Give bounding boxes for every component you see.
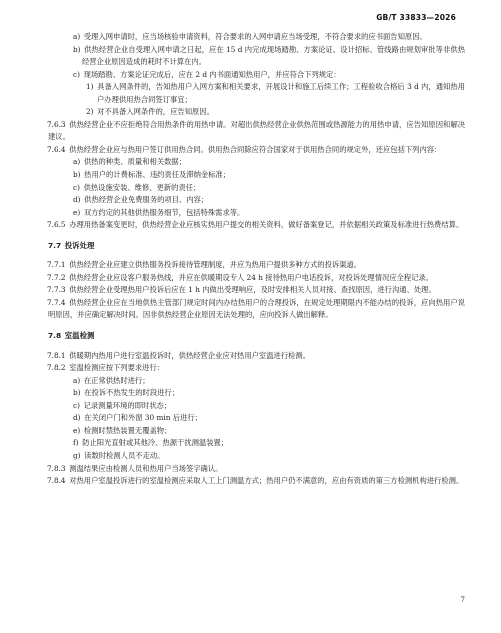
clause-7-7-3: 7.7.3 供热经营企业受理热用户投诉后应在 1 h 内做出受理响应，及时安排相关人员对接、查找原因，进行沟通、处理。 [47, 285, 436, 295]
sub-item-2: 2) 对不具备入网条件的，应告知原因。 [86, 107, 214, 117]
clause-7-8-2: 7.8.2 室温检测应按下列要求进行： [47, 363, 165, 373]
clause-7-7-4: 7.7.4 供热经营企业应在当地供热主管部门规定时间内办结热用户的合理投诉，在规定处理期限内不能办结的投诉，应向热用户说明原因，并应确定解决时间。因非供热经营企业原因无法处理的，应向投诉人做出解释。 [47, 297, 465, 320]
standard-number: GB/T 33833—2026 [376, 13, 456, 22]
page-number: 7 [460, 596, 465, 604]
clause-7-8-4: 7.8.4 对热用户室温投诉进行的室温检测应采取人工上门测温方式；热用户仍不满意的，应由有资质的第三方检测机构进行检测。 [47, 476, 464, 486]
section-heading-7-8: 7.8 室温检测 [48, 331, 95, 341]
list-item: c) 供热设施安装、维修、更新的责任； [73, 182, 201, 192]
sub-item-1: 1) 具备入网条件的，告知热用户入网方案和相关要求，开展设计和施工后续工作；工程验收合格后 3 d 内，通知热用户办理供用热合同签订事宜； [86, 82, 465, 104]
list-item: d) 在关闭户门和外窗 30 min 后进行； [73, 413, 202, 423]
clause-7-8-3: 7.8.3 测温结果应由检测人员和热用户当场签字确认。 [47, 463, 223, 473]
list-item-b: b) 供热经营企业自受理入网申请之日起，应在 15 d 内完成现场踏勘、方案论证、设计招标、管线路由规划审批等非供热经营企业原因造成的耗时不计算在内。 [73, 44, 465, 67]
list-item: e) 双方约定的其他供热服务细节，包括特殊需求等。 [73, 207, 245, 217]
list-item: g) 读数时检测人员不走动。 [73, 450, 165, 460]
list-item-a: a) 受理入网申请时，应当场核验申请资料，符合要求的入网申请应当场受理，不符合要求的应书面告知原因。 [73, 32, 427, 41]
list-item: e) 检测时禁热装置无覆盖物； [73, 425, 172, 435]
list-item: b) 在投诉不热发生的时段进行； [73, 388, 180, 398]
clause-7-6-3: 7.6.3 供热经营企业不应拒绝符合用热条件的用热申请。对超出供热经营企业供热范围或热源能力的用热申请，应告知原因和解决建议。 [47, 119, 465, 142]
list-item: c) 记录测量环境的即时状态； [73, 400, 172, 410]
list-item: f) 防止阳光直射或其他冷、热源干扰测温装置； [73, 438, 229, 448]
document-body [48, 31, 465, 488]
clause-7-7-2: 7.7.2 供热经营企业应设客户服务热线，并应在供暖期设专人 24 h 接待热用户电话投诉，对投诉处理情况应全程记录。 [47, 272, 434, 282]
clause-7-8-1: 7.8.1 供暖期内热用户进行室温投诉时，供热经营企业应对热用户室温进行检测。 [47, 350, 311, 360]
list-item: a) 供热的种类、质量和相关数据； [73, 157, 187, 167]
clause-7-7-1: 7.7.1 供热经营企业应建立供热服务投诉接待管理制度，并应为热用户提供多种方式的投诉渠道。 [47, 260, 362, 270]
list-item: a) 在正常供热时进行； [73, 375, 150, 385]
clause-7-6-5: 7.6.5 办理用热备案变更时，供热经营企业应核实热用户提交的相关资料，做好备案登记，并依据相关政策及标准进行热费结算。 [47, 220, 464, 230]
clause-7-6-4: 7.6.4 供热经营企业应与热用户签订供用热合同。供用热合同除应符合国家对于供用热合同的规定外，还应包括下列内容： [47, 144, 442, 154]
section-heading-7-7: 7.7 投诉处理 [48, 240, 95, 250]
list-item: d) 供热经营企业免费服务的项目、内容； [73, 195, 209, 205]
list-item: b) 热用户的计费标准、违约责任及滞纳金标准； [73, 170, 231, 180]
list-item-c: c) 现场踏勘、方案论证完成后，应在 2 d 内书面通知热用户，并应符合下列规定： [73, 69, 341, 79]
